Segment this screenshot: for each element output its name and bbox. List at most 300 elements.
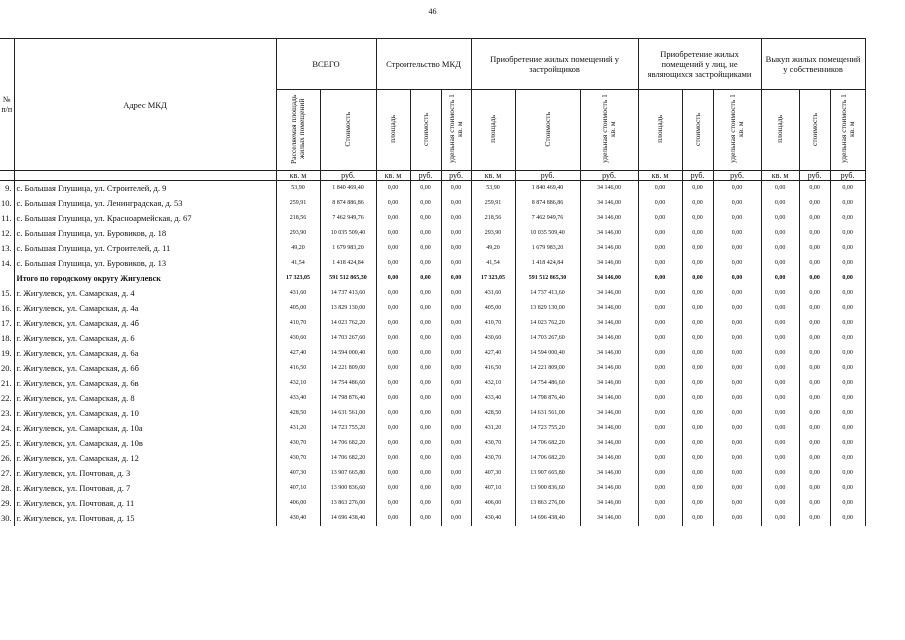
col-buyout-unit: удельная стоимость 1 кв. м: [830, 90, 865, 171]
row-value: 17 323,05: [276, 271, 320, 286]
row-value: 0,00: [682, 451, 713, 466]
row-value: 427,40: [471, 346, 515, 361]
row-value: 0,00: [410, 211, 441, 226]
row-value: 0,00: [830, 241, 865, 256]
row-value: 34 146,00: [580, 496, 638, 511]
row-value: 0,00: [638, 451, 682, 466]
row-number: 30.: [0, 511, 14, 526]
group-total-header: ВСЕГО: [276, 39, 376, 90]
unit-label: руб.: [682, 171, 713, 181]
row-value: 0,00: [713, 256, 761, 271]
col-buyout-cost: стоимость: [799, 90, 830, 171]
row-address: г. Жигулевск, ул. Самарская, д. 6: [14, 331, 276, 346]
group-buyout-header: Выкуп жилых помещений у собственников: [761, 39, 865, 90]
row-address: с. Большая Глушица, ул. Строителей, д. 9: [14, 181, 276, 197]
row-value: 34 146,00: [580, 226, 638, 241]
row-value: 0,00: [713, 361, 761, 376]
row-value: 0,00: [376, 241, 410, 256]
unit-label: руб.: [713, 171, 761, 181]
row-value: 0,00: [761, 376, 799, 391]
row-value: 0,00: [830, 436, 865, 451]
row-value: 0,00: [830, 271, 865, 286]
unit-label: руб.: [799, 171, 830, 181]
row-address: с. Большая Глушица, ул. Строителей, д. 11: [14, 241, 276, 256]
row-value: 34 146,00: [580, 271, 638, 286]
row-value: 0,00: [410, 496, 441, 511]
table-row: [0, 316, 865, 331]
row-value: 0,00: [761, 271, 799, 286]
unit-label: кв. м: [276, 171, 320, 181]
row-value: 0,00: [713, 301, 761, 316]
row-address: г. Жигулевск, ул. Самарская, д. 6в: [14, 376, 276, 391]
row-value: 0,00: [441, 511, 471, 526]
table-row: [0, 301, 865, 316]
row-value: 0,00: [830, 331, 865, 346]
row-value: 431,60: [471, 286, 515, 301]
row-value: 0,00: [376, 436, 410, 451]
row-value: 14 706 682,20: [320, 436, 376, 451]
row-value: 0,00: [638, 406, 682, 421]
col-dev-area: площадь: [471, 90, 515, 171]
col-resettled-area: Расселяемая площадь жилых помещений: [276, 90, 320, 171]
row-value: 406,00: [471, 496, 515, 511]
row-value: 431,20: [276, 421, 320, 436]
row-value: 0,00: [410, 346, 441, 361]
table-row: [0, 451, 865, 466]
table-row: [0, 361, 865, 376]
row-value: 34 146,00: [580, 406, 638, 421]
page-number: 46: [428, 7, 437, 16]
row-value: 406,00: [276, 496, 320, 511]
row-value: 0,00: [799, 256, 830, 271]
row-number: 29.: [0, 496, 14, 511]
table-row: [0, 286, 865, 301]
row-value: 432,10: [471, 376, 515, 391]
row-address: г. Жигулевск, ул. Самарская, д. 6б: [14, 361, 276, 376]
row-value: 0,00: [376, 391, 410, 406]
row-value: 34 146,00: [580, 391, 638, 406]
row-address: г. Жигулевск, ул. Самарская, д. 12: [14, 451, 276, 466]
row-value: 34 146,00: [580, 316, 638, 331]
row-address: г. Жигулевск, ул. Самарская, д. 4а: [14, 301, 276, 316]
row-value: 0,00: [682, 301, 713, 316]
row-value: 14 798 876,40: [320, 391, 376, 406]
unit-label: кв. м: [376, 171, 410, 181]
row-value: 10 035 509,40: [320, 226, 376, 241]
row-value: 0,00: [638, 436, 682, 451]
row-value: 34 146,00: [580, 451, 638, 466]
row-value: 0,00: [713, 346, 761, 361]
row-value: 0,00: [638, 196, 682, 211]
row-value: 0,00: [638, 331, 682, 346]
row-address: Итого по городскому округу Жигулевск: [14, 271, 276, 286]
row-value: 0,00: [830, 496, 865, 511]
row-value: 0,00: [410, 421, 441, 436]
row-value: 218,56: [471, 211, 515, 226]
row-value: 0,00: [761, 481, 799, 496]
table-row: [0, 511, 865, 526]
row-value: 7 462 949,76: [320, 211, 376, 226]
row-value: 34 146,00: [580, 241, 638, 256]
row-value: 13 863 276,00: [320, 496, 376, 511]
row-value: 0,00: [761, 436, 799, 451]
row-number: 13.: [0, 241, 14, 256]
row-value: 0,00: [441, 466, 471, 481]
row-value: 0,00: [799, 451, 830, 466]
row-value: 0,00: [410, 286, 441, 301]
row-value: 0,00: [410, 181, 441, 197]
row-value: 410,70: [471, 316, 515, 331]
row-value: 0,00: [682, 466, 713, 481]
row-address: г. Жигулевск, ул. Самарская, д. 4: [14, 286, 276, 301]
row-value: 259,91: [276, 196, 320, 211]
row-number: 23.: [0, 406, 14, 421]
row-value: 0,00: [376, 301, 410, 316]
row-address: г. Жигулевск, ул. Самарская, д. 4б: [14, 316, 276, 331]
row-value: 1 679 983,20: [515, 241, 580, 256]
row-value: 0,00: [376, 421, 410, 436]
row-value: 34 146,00: [580, 481, 638, 496]
row-value: 34 146,00: [580, 331, 638, 346]
row-value: 410,70: [276, 316, 320, 331]
row-value: 0,00: [799, 211, 830, 226]
row-value: 0,00: [410, 376, 441, 391]
row-value: 1 840 469,40: [515, 181, 580, 197]
row-value: 0,00: [799, 316, 830, 331]
row-value: 8 874 886,86: [515, 196, 580, 211]
row-value: 0,00: [682, 256, 713, 271]
row-value: 259,91: [471, 196, 515, 211]
col-constr-area: площадь: [376, 90, 410, 171]
row-value: 0,00: [830, 196, 865, 211]
row-value: 14 023 762,20: [515, 316, 580, 331]
col-buyout-area: площадь: [761, 90, 799, 171]
row-value: 0,00: [830, 361, 865, 376]
row-value: 0,00: [761, 196, 799, 211]
row-value: 0,00: [799, 331, 830, 346]
row-number: 16.: [0, 301, 14, 316]
row-value: 0,00: [713, 421, 761, 436]
row-value: 0,00: [638, 211, 682, 226]
row-value: 0,00: [376, 271, 410, 286]
row-value: 0,00: [410, 316, 441, 331]
row-value: 0,00: [799, 466, 830, 481]
row-value: 407,10: [276, 481, 320, 496]
row-value: 0,00: [376, 361, 410, 376]
row-value: 0,00: [638, 496, 682, 511]
row-value: 0,00: [638, 466, 682, 481]
row-value: 8 874 886,86: [320, 196, 376, 211]
row-value: 0,00: [682, 211, 713, 226]
row-value: 0,00: [799, 181, 830, 197]
row-value: 0,00: [761, 406, 799, 421]
row-value: 0,00: [638, 376, 682, 391]
unit-label: кв. м: [638, 171, 682, 181]
row-value: 0,00: [830, 421, 865, 436]
row-value: 34 146,00: [580, 466, 638, 481]
row-value: 0,00: [638, 181, 682, 197]
row-value: 0,00: [713, 466, 761, 481]
unit-label: кв. м: [761, 171, 799, 181]
group-developers-header: Приобретение жилых помещений у застройщиков: [471, 39, 638, 90]
row-value: 0,00: [376, 226, 410, 241]
row-value: 0,00: [682, 421, 713, 436]
row-value: 0,00: [830, 481, 865, 496]
row-value: 0,00: [638, 226, 682, 241]
row-number: 9.: [0, 181, 14, 197]
row-value: 14 703 267,60: [515, 331, 580, 346]
row-value: 0,00: [761, 421, 799, 436]
row-value: 428,50: [471, 406, 515, 421]
row-value: 430,70: [276, 451, 320, 466]
unit-label: руб.: [320, 171, 376, 181]
row-value: 0,00: [682, 331, 713, 346]
row-value: 0,00: [638, 391, 682, 406]
row-value: 14 631 561,00: [320, 406, 376, 421]
row-value: 0,00: [376, 316, 410, 331]
row-value: 0,00: [410, 391, 441, 406]
unit-label: руб.: [441, 171, 471, 181]
row-value: 430,70: [471, 451, 515, 466]
table-row: [0, 211, 865, 226]
row-value: 14 594 000,40: [320, 346, 376, 361]
row-address: с. Большая Глушица, ул. Красноармейская, д. 67: [14, 211, 276, 226]
row-value: 0,00: [682, 286, 713, 301]
row-value: 0,00: [441, 421, 471, 436]
table-header: [0, 39, 865, 181]
row-value: 0,00: [682, 361, 713, 376]
row-number: 11.: [0, 211, 14, 226]
col-nondev-unit: удельная стоимость 1 кв. м: [713, 90, 761, 171]
row-value: 34 146,00: [580, 181, 638, 197]
row-value: 0,00: [682, 241, 713, 256]
table-row: [0, 241, 865, 256]
row-value: 13 863 276,00: [515, 496, 580, 511]
row-value: 0,00: [761, 256, 799, 271]
unit-label: руб.: [515, 171, 580, 181]
row-value: 53,90: [276, 181, 320, 197]
row-value: 0,00: [830, 376, 865, 391]
row-value: 0,00: [441, 391, 471, 406]
row-address: с. Большая Глушица, ул. Буровиков, д. 18: [14, 226, 276, 241]
row-value: 14 706 682,20: [515, 451, 580, 466]
resettlement-table: [0, 38, 866, 526]
row-value: 0,00: [830, 301, 865, 316]
row-address: г. Жигулевск, ул. Почтовая, д. 3: [14, 466, 276, 481]
row-value: 0,00: [441, 241, 471, 256]
row-address: г. Жигулевск, ул. Самарская, д. 10в: [14, 436, 276, 451]
row-value: 0,00: [410, 436, 441, 451]
unit-label: руб.: [580, 171, 638, 181]
row-value: 0,00: [761, 316, 799, 331]
row-value: 0,00: [376, 481, 410, 496]
row-value: 14 696 438,40: [515, 511, 580, 526]
row-value: 0,00: [410, 511, 441, 526]
row-value: 0,00: [799, 421, 830, 436]
row-value: 0,00: [713, 211, 761, 226]
row-address: г. Жигулевск, ул. Самарская, д. 10: [14, 406, 276, 421]
row-value: 34 146,00: [580, 346, 638, 361]
row-value: 405,00: [276, 301, 320, 316]
col-nondev-area: площадь: [638, 90, 682, 171]
row-value: 14 723 755,20: [320, 421, 376, 436]
row-value: 0,00: [441, 436, 471, 451]
row-value: 0,00: [410, 271, 441, 286]
row-value: 0,00: [410, 196, 441, 211]
row-value: 0,00: [799, 481, 830, 496]
col-constr-cost: стоимость: [410, 90, 441, 171]
row-number: 24.: [0, 421, 14, 436]
row-value: 0,00: [830, 391, 865, 406]
row-value: 0,00: [410, 406, 441, 421]
row-value: 1 418 424,84: [320, 256, 376, 271]
row-value: 1 679 983,20: [320, 241, 376, 256]
row-value: 14 221 809,00: [515, 361, 580, 376]
row-value: 0,00: [638, 241, 682, 256]
row-value: 0,00: [830, 451, 865, 466]
row-value: 0,00: [713, 451, 761, 466]
row-value: 0,00: [682, 271, 713, 286]
row-value: 0,00: [713, 226, 761, 241]
row-value: 13 829 130,00: [515, 301, 580, 316]
table-body: [0, 181, 865, 527]
row-value: 0,00: [441, 211, 471, 226]
row-number: 12.: [0, 226, 14, 241]
row-value: 416,50: [276, 361, 320, 376]
row-number: 20.: [0, 361, 14, 376]
row-value: 430,40: [276, 511, 320, 526]
table-row: [0, 436, 865, 451]
row-value: 0,00: [761, 286, 799, 301]
row-value: 0,00: [410, 481, 441, 496]
row-value: 0,00: [682, 496, 713, 511]
row-value: 0,00: [799, 271, 830, 286]
row-value: 0,00: [713, 316, 761, 331]
row-value: 0,00: [713, 406, 761, 421]
row-address: г. Жигулевск, ул. Почтовая, д. 7: [14, 481, 276, 496]
row-value: 591 512 865,30: [320, 271, 376, 286]
row-value: 0,00: [376, 406, 410, 421]
row-number: 28.: [0, 481, 14, 496]
row-value: 0,00: [799, 436, 830, 451]
row-address: с. Большая Глушица, ул. Буровиков, д. 13: [14, 256, 276, 271]
row-value: 0,00: [441, 481, 471, 496]
table-row: [0, 466, 865, 481]
row-value: 1 418 424,84: [515, 256, 580, 271]
table-row: [0, 196, 865, 211]
row-value: 1 840 469,40: [320, 181, 376, 197]
row-value: 13 829 130,00: [320, 301, 376, 316]
row-value: 14 737 413,60: [515, 286, 580, 301]
row-value: 0,00: [376, 346, 410, 361]
row-value: 0,00: [713, 376, 761, 391]
row-value: 0,00: [713, 241, 761, 256]
row-value: 433,40: [276, 391, 320, 406]
row-value: 0,00: [376, 181, 410, 197]
row-value: 0,00: [682, 196, 713, 211]
row-value: 34 146,00: [580, 421, 638, 436]
row-value: 0,00: [682, 376, 713, 391]
row-value: 0,00: [713, 181, 761, 197]
table-total-row: [0, 271, 865, 286]
row-value: 0,00: [441, 286, 471, 301]
row-value: 0,00: [376, 211, 410, 226]
row-value: 0,00: [799, 346, 830, 361]
row-value: 0,00: [441, 376, 471, 391]
row-value: 14 696 438,40: [320, 511, 376, 526]
row-value: 0,00: [682, 181, 713, 197]
row-number: 22.: [0, 391, 14, 406]
row-value: 427,40: [276, 346, 320, 361]
row-value: 0,00: [376, 451, 410, 466]
row-value: 405,00: [471, 301, 515, 316]
row-value: 0,00: [410, 241, 441, 256]
row-value: 0,00: [441, 316, 471, 331]
row-value: 0,00: [376, 286, 410, 301]
row-value: 0,00: [410, 361, 441, 376]
row-number: 21.: [0, 376, 14, 391]
table-row: [0, 406, 865, 421]
row-number: 19.: [0, 346, 14, 361]
table-row: [0, 481, 865, 496]
table-row: [0, 331, 865, 346]
row-address: г. Жигулевск, ул. Самарская, д. 6а: [14, 346, 276, 361]
row-value: 0,00: [441, 271, 471, 286]
row-value: 0,00: [638, 346, 682, 361]
table-row: [0, 496, 865, 511]
row-value: 0,00: [441, 451, 471, 466]
row-address: г. Жигулевск, ул. Почтовая, д. 15: [14, 511, 276, 526]
row-value: 0,00: [682, 391, 713, 406]
row-value: 0,00: [441, 181, 471, 197]
row-value: 0,00: [410, 226, 441, 241]
row-value: 13 907 665,80: [515, 466, 580, 481]
row-value: 0,00: [682, 406, 713, 421]
row-value: 407,30: [471, 466, 515, 481]
row-value: 0,00: [761, 241, 799, 256]
row-value: 0,00: [830, 226, 865, 241]
table-row: [0, 256, 865, 271]
row-value: 34 146,00: [580, 256, 638, 271]
row-address: г. Жигулевск, ул. Самарская, д. 10а: [14, 421, 276, 436]
row-value: 14 754 486,60: [515, 376, 580, 391]
table-row: [0, 226, 865, 241]
row-value: 0,00: [799, 376, 830, 391]
group-non-developers-header: Приобретение жилых помещений у лиц, не являющихся застройщиками: [638, 39, 761, 90]
row-value: 430,40: [471, 511, 515, 526]
row-value: 17 323,05: [471, 271, 515, 286]
row-value: 0,00: [713, 436, 761, 451]
row-value: 14 723 755,20: [515, 421, 580, 436]
row-value: 0,00: [682, 511, 713, 526]
row-value: 0,00: [799, 301, 830, 316]
row-value: 0,00: [376, 256, 410, 271]
row-value: 0,00: [441, 361, 471, 376]
row-value: 0,00: [761, 451, 799, 466]
row-value: 0,00: [761, 301, 799, 316]
row-value: 416,50: [471, 361, 515, 376]
row-value: 0,00: [761, 496, 799, 511]
row-value: 0,00: [376, 331, 410, 346]
row-value: 0,00: [638, 301, 682, 316]
row-value: 0,00: [761, 346, 799, 361]
row-value: 0,00: [441, 301, 471, 316]
row-number: 18.: [0, 331, 14, 346]
row-value: 0,00: [441, 496, 471, 511]
row-value: 430,60: [471, 331, 515, 346]
row-address: г. Жигулевск, ул. Почтовая, д. 11: [14, 496, 276, 511]
row-number: 25.: [0, 436, 14, 451]
